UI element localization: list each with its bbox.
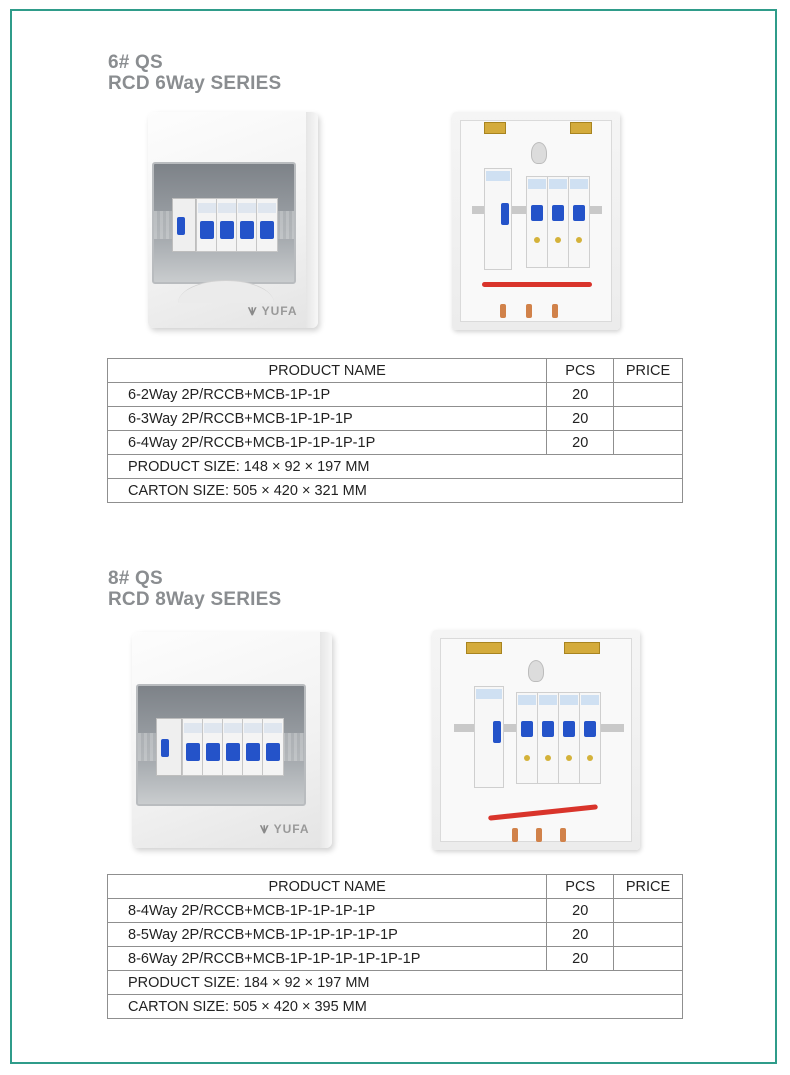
header-price: PRICE (614, 875, 683, 899)
price-cell (614, 431, 683, 455)
table-row (108, 899, 683, 923)
table-row (108, 383, 683, 407)
breaker-module (236, 198, 258, 252)
pcs-cell: 20 (547, 407, 614, 431)
spec-table (107, 874, 683, 1019)
header-pcs: PCS (547, 359, 614, 383)
breaker-module (222, 718, 244, 776)
pcs-cell: 20 (547, 899, 614, 923)
product-name-cell: 6-2Way 2P/RCCB+MCB-1P-1P (108, 383, 547, 407)
breaker-module (262, 718, 284, 776)
breaker-module (537, 692, 559, 784)
product-name-cell: 8-4Way 2P/RCCB+MCB-1P-1P-1P-1P (108, 899, 547, 923)
breaker-module (256, 198, 278, 252)
pcs-cell: 20 (547, 947, 614, 971)
section-title-series: RCD 6Way SERIES (108, 73, 282, 94)
table-header-row (108, 875, 683, 899)
product-photo-open (432, 630, 640, 850)
brand-logo: ⩛ YUFA (260, 820, 310, 837)
product-name-cell: 8-6Way 2P/RCCB+MCB-1P-1P-1P-1P-1P-1P (108, 947, 547, 971)
product-name-cell: 6-3Way 2P/RCCB+MCB-1P-1P-1P (108, 407, 547, 431)
breaker-module (202, 718, 224, 776)
product-name-cell: 8-5Way 2P/RCCB+MCB-1P-1P-1P-1P-1P (108, 923, 547, 947)
product-name-cell: 6-4Way 2P/RCCB+MCB-1P-1P-1P-1P (108, 431, 547, 455)
table-row (108, 923, 683, 947)
product-size-text: PRODUCT SIZE: 148 × 92 × 197 MM (108, 455, 683, 479)
table-row (108, 947, 683, 971)
product-photo-front (148, 112, 318, 328)
product-size-row (108, 455, 683, 479)
breaker-module (579, 692, 601, 784)
header-product-name: PRODUCT NAME (108, 875, 547, 899)
brand-logo: ⩛ YUFA (248, 302, 298, 319)
price-cell (614, 407, 683, 431)
price-cell (614, 947, 683, 971)
pcs-cell: 20 (547, 431, 614, 455)
pcs-cell: 20 (547, 923, 614, 947)
carton-size-text: CARTON SIZE: 505 × 420 × 321 MM (108, 479, 683, 503)
breaker-module (547, 176, 569, 268)
breaker-module (516, 692, 538, 784)
breaker-module (242, 718, 264, 776)
breaker-module (568, 176, 590, 268)
table-header-row (108, 359, 683, 383)
neutral-wire (482, 282, 592, 287)
header-price: PRICE (614, 359, 683, 383)
product-size-row (108, 971, 683, 995)
header-product-name: PRODUCT NAME (108, 359, 547, 383)
product-photo-open (452, 112, 620, 330)
table-row (108, 431, 683, 455)
carton-size-row (108, 479, 683, 503)
section-title-model: 6# QS (108, 52, 163, 73)
table-row (108, 407, 683, 431)
spec-table (107, 358, 683, 503)
price-cell (614, 899, 683, 923)
breaker-module (558, 692, 580, 784)
rccb-module (156, 718, 182, 776)
price-cell (614, 383, 683, 407)
section-title-series: RCD 8Way SERIES (108, 589, 282, 610)
carton-size-row (108, 995, 683, 1019)
product-photo-front (132, 632, 332, 848)
header-pcs: PCS (547, 875, 614, 899)
rccb-module (474, 686, 504, 788)
breaker-module (196, 198, 218, 252)
section-title-model: 8# QS (108, 568, 163, 589)
breaker-module (216, 198, 238, 252)
price-cell (614, 923, 683, 947)
carton-size-text: CARTON SIZE: 505 × 420 × 395 MM (108, 995, 683, 1019)
breaker-module (526, 176, 548, 268)
breaker-module (182, 718, 204, 776)
section-title (108, 568, 281, 610)
pcs-cell: 20 (547, 383, 614, 407)
rccb-module (484, 168, 512, 270)
rccb-module (172, 198, 196, 252)
section-title (108, 52, 281, 94)
product-size-text: PRODUCT SIZE: 184 × 92 × 197 MM (108, 971, 683, 995)
